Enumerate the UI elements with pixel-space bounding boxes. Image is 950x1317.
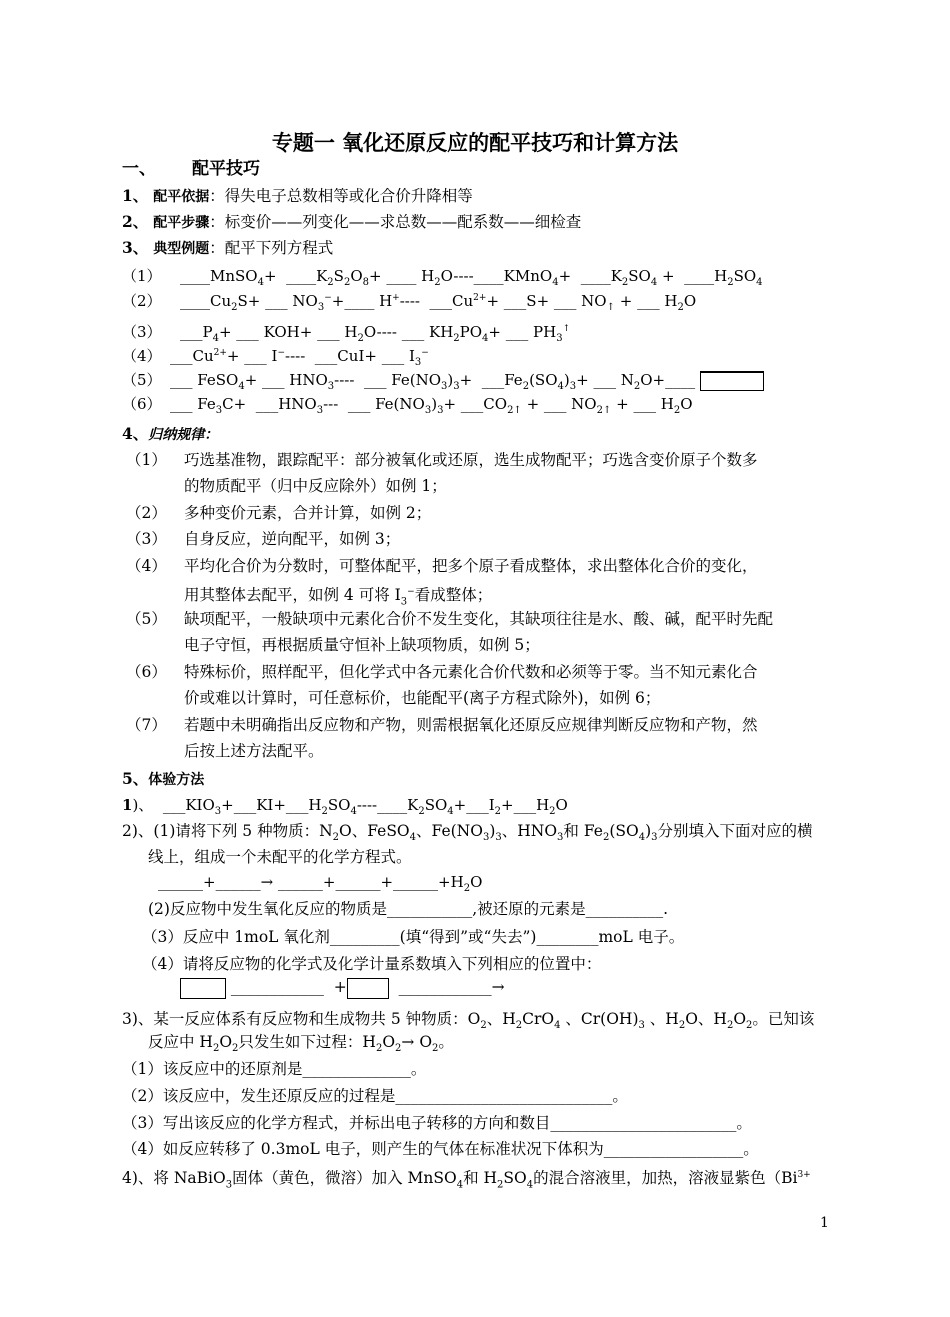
equation-3: （3） $\_\_\_P_4+$ ___ KOH+ ___ $H_2O----$ ___ $KH_2PO_4+$ ___ $PH_3^↑$ (122, 323, 571, 344)
coefficient-box-2[interactable] (347, 978, 389, 999)
question-2-cont: 线上，组成一个未配平的化学方程式。 (148, 848, 412, 866)
question-2-part2: (2)反应物中发生氧化反应的物质是___________,被还原的元素是__________. (148, 900, 669, 918)
rule-2: （2） 多种变价元素，合并计算，如例 2； (126, 504, 432, 522)
page-number: 1 (820, 1215, 829, 1231)
equation-6: （6） ___ $Fe_3C+$ $\_\_\_HNO_3---$ ___ $Fe(NO_3)_3+$ $\_\_\_CO_{2↑}$ + ___ $NO_{2↑}$ + ___ $H_2O$ (122, 395, 693, 416)
equation-2: （2） $\_\_\_\_Cu_2S+$ ___ $NO_3^-+\_\_\_\_$ H+---- $\_\_\_Cu^{2+}+$ ___S+ ___ $NO_↑$ + ___ $H_2O$ (122, 292, 697, 313)
rule-1: （1） 巧选基准物，跟踪配平：部分被氧化或还原，选生成物配平；巧选含变价原子个数多 (126, 451, 758, 469)
question-2-part3: （3）反应中 1moL 氧化剂_________(填“得到”或“失去”)________moL 电子。 (142, 928, 685, 946)
item-rules: 4、归纳规律： (122, 424, 219, 443)
rule-4: （4） 平均化合价为分数时，可整体配平，把多个原子看成整体，求出整体化合价的变化， (126, 557, 758, 575)
section-title: 配平技巧 (192, 159, 260, 179)
question-2-part4: （4）请将反应物的化学式及化学计量系数填入下列相应的位置中： (142, 955, 602, 973)
question-3-part2: （2）该反应中，发生还原反应的过程是____________________________。 (122, 1087, 628, 1105)
question-3: 3)、某一反应体系有反应物和生成物共 5 钟物质：$O_2$、$H_2CrO_4$ 、$Cr(OH)_3$ 、$H_2O$、$H_2O_2$。已知该 (122, 1010, 815, 1032)
rule-4-cont: 用其整体去配平，如例 4 可将 $I_3^-$看成整体； (184, 586, 493, 608)
blank-box[interactable] (700, 371, 764, 391)
question-3-part1: （1）该反应中的还原剂是______________。 (122, 1060, 427, 1078)
rule-3: （3） 自身反应，逆向配平，如例 3； (126, 530, 401, 548)
question-1: 1)、 $\_\_\_KIO_3+\_\_\_KI+\_\_\_H_2SO_4----\_\_\_\_K_2SO_4+\_\_\_I_2+\_\_\_H_2O$ (122, 796, 568, 817)
section-heading (122, 158, 260, 180)
question-3-cont: 反应中 $H_2O_2$只发生如下过程：$H_2O_2\to O_2$。 (148, 1033, 454, 1055)
rule-7: （7） 若题中未明确指出反应物和产物，则需根据氧化还原反应规律判断反应物和产物，然 (126, 716, 758, 734)
rule-6: （6） 特殊标价，照样配平，但化学式中各元素化合价代数和必须等于零。当不知元素化合 (126, 663, 758, 681)
equation-1: （1） ____MnSO$_4$+ $\_\_\_\_K_2S_2O_8+$ ____ $H_2O----\_\_\_\_KMnO_4+$ $\_\_\_\_K_2SO_4$ + $\_\_\_\_H_2SO_4$ (122, 267, 763, 288)
rule-6-cont: 价或难以计算时，可任意标价，也能配平(离子方程式除外)，如例 6； (184, 689, 661, 707)
page-title: 专题一 氧化还原反应的配平技巧和计算方法 (271, 131, 679, 155)
item-examples: 3、 典型例题：配平下列方程式 (122, 238, 334, 257)
item-basis: 1、 配平依据：得失电子总数相等或化合价升降相等 (122, 186, 473, 205)
question-2: 2)、(1)请将下列 5 种物质：$N_2O$、FeSO$_4$、$Fe(NO_3)_3$、$HNO_3$和 $Fe_2(SO_4)_3$分别填入下面对应的横 (122, 822, 813, 844)
section-number: 一、 (122, 159, 156, 179)
equation-5: （5） ___ FeSO$_4$+ ___ $HNO_3----$ ___ $Fe(NO_3)_3+$ $\_\_\_Fe_2(SO_4)_3+$ ___ $N_2O+\_\_\_\_$ (122, 369, 764, 398)
question-4: 4)、将 NaBiO$_3$固体（黄色，微溶）加入 MnSO$_4$和 $H_2SO_4$的混合溶液里，加热，溶液显紫色（$Bi^{3+}$ (122, 1169, 811, 1191)
question-3-part4: （4）如反应转移了 0.3moL 电子，则产生的气体在标准状况下体积为__________________。 (122, 1140, 759, 1158)
item-practice: 5、体验方法 (122, 769, 205, 788)
equation-4: （4） $\_\_\_Cu^{2+}+$ ___ I−---- ___CuI+ ___ $I_3^-$ (122, 347, 429, 368)
item-steps: 2、 配平步骤：标变价——列变化——求总数——配系数——细检查 (122, 212, 582, 231)
question-2-answer-row: ____________ + ____________→ (180, 976, 505, 999)
rule-7-cont: 后按上述方法配平。 (184, 742, 324, 760)
coefficient-box-1[interactable] (180, 978, 226, 999)
rule-5-cont: 电子守恒，再根据质量守恒补上缺项物质，如例 5； (184, 636, 540, 654)
rule-1-cont: 的物质配平（归中反应除外）如例 1； (184, 477, 447, 495)
question-2-blanks: ______+______→ $\_\_\_\_\_\_+\_\_\_\_\_\_+\_\_\_\_\_\_+H_2O$ (158, 873, 483, 894)
rule-5: （5） 缺项配平，一般缺项中元素化合价不发生变化，其缺项往往是水、酸、碱，配平时先配 (126, 610, 774, 628)
question-3-part3: （3）写出该反应的化学方程式，并标出电子转移的方向和数目________________________。 (122, 1114, 752, 1132)
